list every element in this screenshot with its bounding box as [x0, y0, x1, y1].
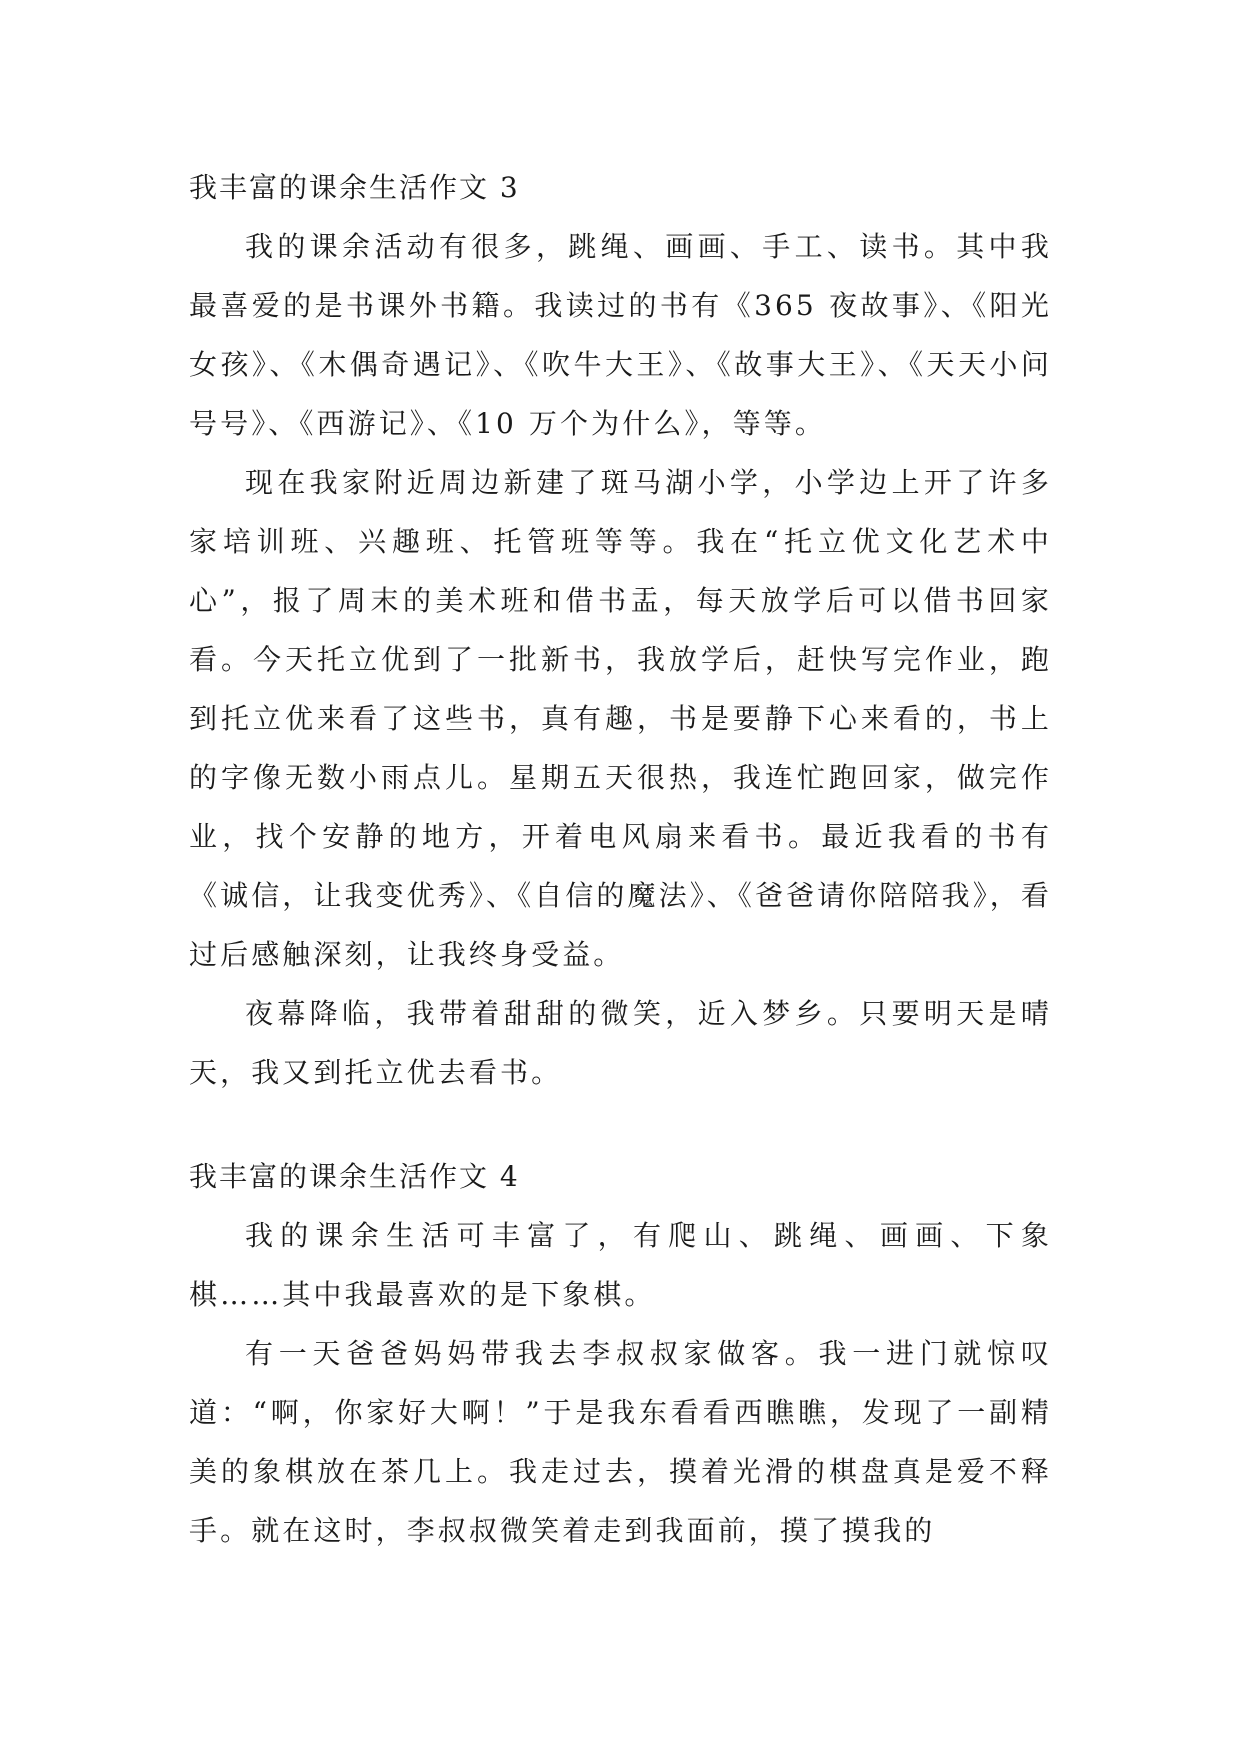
essay-3-title: 我丰富的课余生活作文 3 [189, 171, 520, 204]
essay-3-paragraph-3: 夜幕降临，我带着甜甜的微笑，近入梦乡。只要明天是晴天，我又到托立优去看书。 [189, 997, 1052, 1089]
essay-4 [189, 1147, 1052, 1560]
essay-4-paragraph-1: 我的课余生活可丰富了，有爬山、跳绳、画画、下象棋……其中我最喜欢的是下象棋。 [189, 1219, 1052, 1311]
essay-3-paragraph-1: 我的课余活动有很多，跳绳、画画、手工、读书。其中我最喜爱的是书课外书籍。我读过的书有《365 夜故事》、《阳光女孩》、《木偶奇遇记》、《吹牛大王》、《故事大王》、《天天小问号号》、《西游记》、《10 万个为什么》，等等。 [189, 230, 1052, 440]
essay-4-paragraph-2: 有一天爸爸妈妈带我去李叔叔家做客。我一进门就惊叹道：“啊，你家好大啊！”于是我东看看西瞧瞧，发现了一副精美的象棋放在茶几上。我走过去，摸着光滑的棋盘真是爱不释手。就在这时，李叔叔微笑着走到我面前，摸了摸我的 [189, 1337, 1052, 1547]
essay-3-paragraph-2: 现在我家附近周边新建了斑马湖小学，小学边上开了许多家培训班、兴趣班、托管班等等。我在“托立优文化艺术中心”，报了周末的美术班和借书盂，每天放学后可以借书回家看。今天托立优到了一批新书，我放学后，赶快写完作业，跑到托立优来看了这些书，真有趣，书是要静下心来看的，书上的字像无数小雨点儿。星期五天很热，我连忙跑回家，做完作业，找个安静的地方，开着电风扇来看书。最近我看的书有《诚信，让我变优秀》、《自信的魔法》、《爸爸请你陪陪我》，看过后感触深刻，让我终身受益。 [189, 466, 1053, 971]
essay-4-title: 我丰富的课余生活作文 4 [189, 1160, 520, 1193]
essay-3 [189, 158, 1052, 1102]
